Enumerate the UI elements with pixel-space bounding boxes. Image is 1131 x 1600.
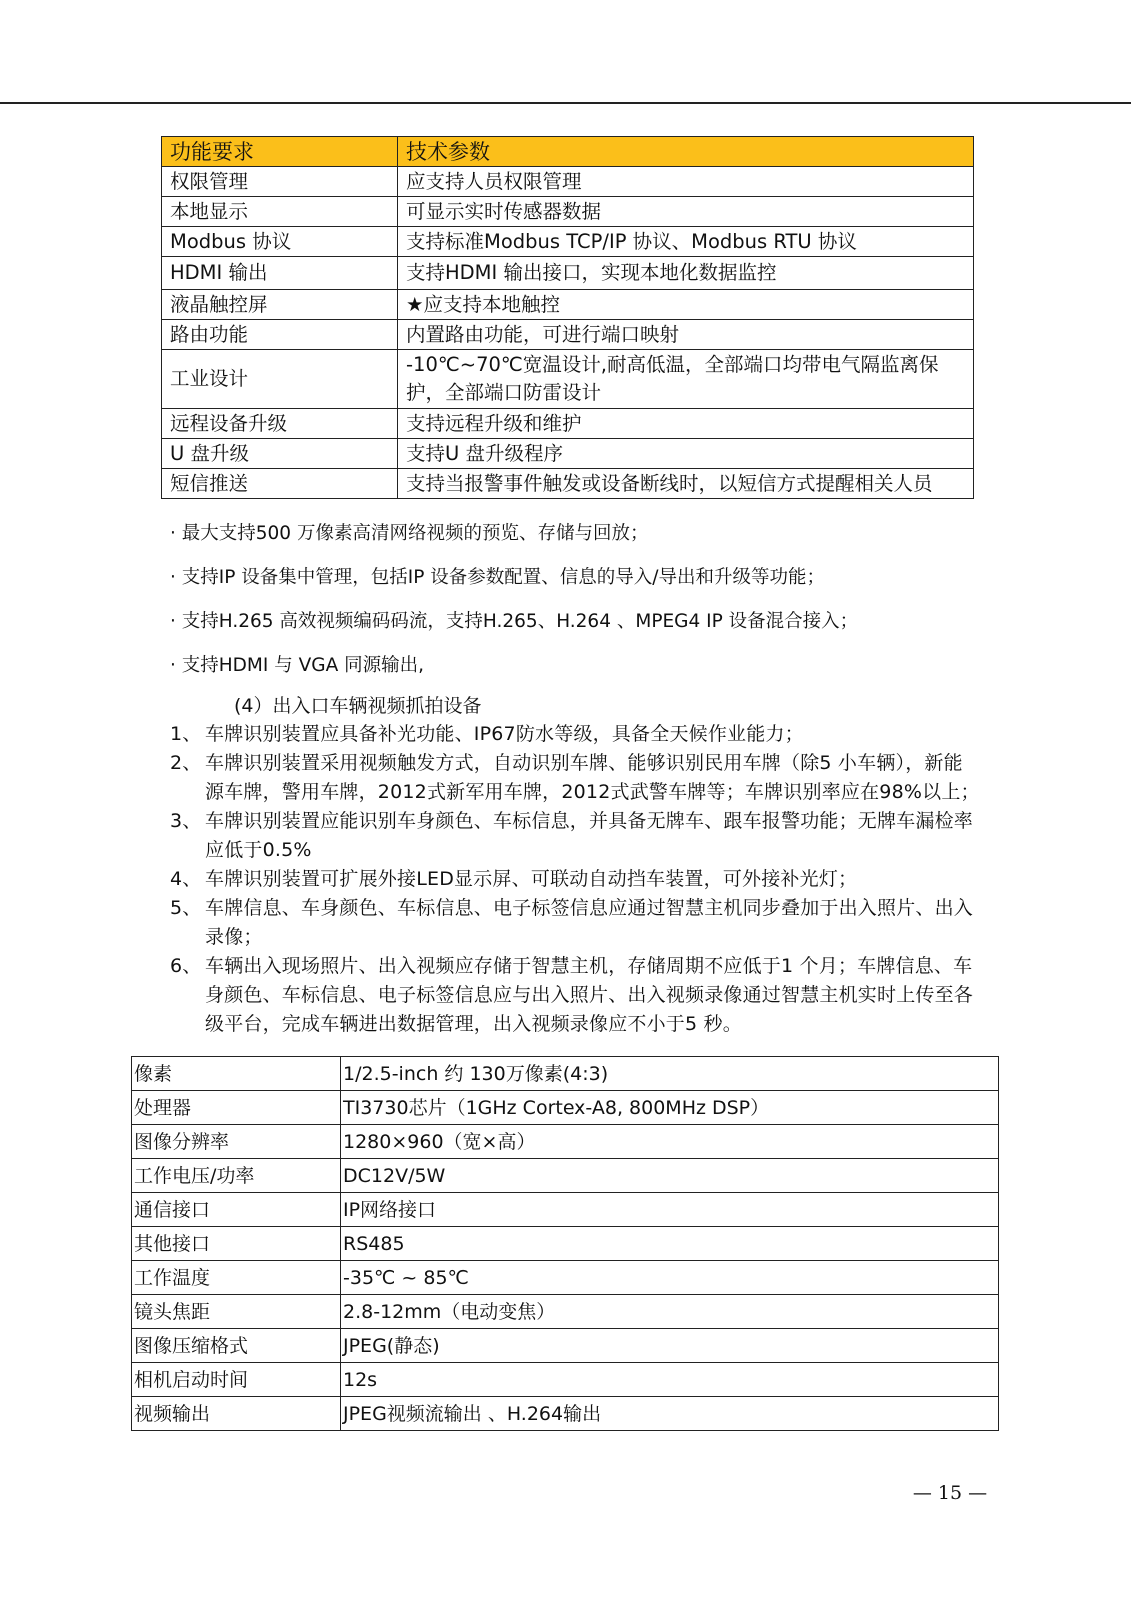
table-row (132, 1261, 999, 1295)
table-row (162, 409, 974, 439)
table-row (162, 197, 974, 227)
table-row (162, 469, 974, 499)
item-text: 车牌识别装置可扩展外接LED显示屏、可联动自动挡车装置，可外接补光灯； (205, 868, 858, 890)
spec-table (161, 136, 974, 499)
table-row (132, 1159, 999, 1193)
camera-spec-label: 镜头焦距 (132, 1295, 341, 1329)
spec-parameter-cell: 内置路由功能，可进行端口映射 (398, 320, 974, 350)
camera-spec-label: 其他接口 (132, 1227, 341, 1261)
item-text: 车牌信息、车身颜色、车标信息、电子标签信息应通过智慧主机同步叠加于出入照片、出入录像； (205, 897, 974, 948)
camera-spec-label: 像素 (132, 1057, 341, 1091)
table-row (132, 1125, 999, 1159)
spec-parameter-cell: -10℃~70℃宽温设计,耐高低温，全部端口均带电气隔监离保护，全部端口防雷设计 (398, 350, 974, 409)
spec-parameter-cell: 支持远程升级和维护 (398, 409, 974, 439)
camera-spec-label: 工作温度 (132, 1261, 341, 1295)
table-row (162, 350, 974, 409)
item-number: 3、 (170, 810, 202, 832)
item-text: 车牌识别装置采用视频触发方式，自动识别车牌、能够识别民用车牌（除5 小车辆），新能源车牌，警用车牌，2012式新军用车牌，2012式武警车牌等；车牌识别率应在98%以上； (205, 752, 980, 803)
spec-function-cell: 短信推送 (162, 469, 398, 499)
camera-spec-value: 2.8-12mm（电动变焦） (341, 1295, 999, 1329)
camera-spec-value: JPEG视频流输出 、H.264输出 (341, 1397, 999, 1431)
list-item (170, 952, 980, 1039)
spec-table-header-row (162, 137, 974, 167)
camera-spec-label: 通信接口 (132, 1193, 341, 1227)
item-number: 5、 (170, 897, 202, 919)
table-row (162, 227, 974, 257)
spec-function-cell: Modbus 协议 (162, 227, 398, 257)
spec-parameter-cell: ★应支持本地触控 (398, 290, 974, 320)
camera-spec-value: RS485 (341, 1227, 999, 1261)
spec-parameter-cell: 可显示实时传感器数据 (398, 197, 974, 227)
spec-parameter-cell: 支持U 盘升级程序 (398, 439, 974, 469)
spec-function-cell: 权限管理 (162, 167, 398, 197)
item-number: 4、 (170, 868, 202, 890)
table-row (132, 1329, 999, 1363)
camera-spec-value: 1/2.5-inch 约 130万像素(4:3) (341, 1057, 999, 1091)
camera-spec-value: TI3730芯片（1GHz Cortex-A8, 800MHz DSP） (341, 1091, 999, 1125)
list-item (170, 720, 980, 749)
list-item (170, 749, 980, 807)
camera-spec-label: 处理器 (132, 1091, 341, 1125)
camera-spec-value: 12s (341, 1363, 999, 1397)
spec-function-cell: 路由功能 (162, 320, 398, 350)
feature-bullet-list (170, 520, 970, 696)
header-rule (0, 102, 1131, 104)
page-number: — 15 — (912, 1482, 988, 1504)
spec-parameter-cell: 支持当报警事件触发或设备断线时，以短信方式提醒相关人员 (398, 469, 974, 499)
spec-function-cell: HDMI 输出 (162, 257, 398, 290)
list-item: · 支持IP 设备集中管理，包括IP 设备参数配置、信息的导入/导出和升级等功能； (170, 567, 825, 588)
camera-spec-label: 图像压缩格式 (132, 1329, 341, 1363)
table-row (132, 1193, 999, 1227)
spec-function-cell: U 盘升级 (162, 439, 398, 469)
section-heading: (4）出入口车辆视频抓拍设备 (234, 695, 482, 717)
table-row (162, 167, 974, 197)
spec-function-cell: 远程设备升级 (162, 409, 398, 439)
table-row (162, 290, 974, 320)
list-item: · 最大支持500 万像素高清网络视频的预览、存储与回放； (170, 523, 649, 544)
spec-parameter-cell: 支持标准Modbus TCP/IP 协议、Modbus RTU 协议 (398, 227, 974, 257)
camera-spec-label: 视频输出 (132, 1397, 341, 1431)
camera-spec-value: IP网络接口 (341, 1193, 999, 1227)
item-text: 车牌识别装置应能识别车身颜色、车标信息，并具备无牌车、跟车报警功能；无牌车漏检率应低于0.5% (205, 810, 974, 861)
item-text: 车牌识别装置应具备补光功能、IP67防水等级，具备全天候作业能力； (205, 723, 804, 745)
item-number: 1、 (170, 723, 202, 745)
table-row (162, 439, 974, 469)
camera-spec-value: -35℃ ~ 85℃ (341, 1261, 999, 1295)
camera-spec-label: 工作电压/功率 (132, 1159, 341, 1193)
list-item (170, 894, 980, 952)
spec-parameter-cell: 应支持人员权限管理 (398, 167, 974, 197)
camera-spec-label: 图像分辨率 (132, 1125, 341, 1159)
spec-header-parameter: 技术参数 (398, 137, 974, 167)
item-number: 2、 (170, 752, 202, 774)
spec-function-cell: 工业设计 (162, 350, 398, 409)
camera-spec-value: 1280×960（宽×高） (341, 1125, 999, 1159)
spec-header-function: 功能要求 (162, 137, 398, 167)
table-row (162, 320, 974, 350)
camera-spec-value: JPEG(静态) (341, 1329, 999, 1363)
table-row (132, 1397, 999, 1431)
list-item (170, 807, 980, 865)
item-text: 车辆出入现场照片、出入视频应存储于智慧主机，存储周期不应低于1 个月；车牌信息、车身颜色、车标信息、电子标签信息应与出入照片、出入视频录像通过智慧主机实时上传至各级平台，完成车辆进出数据管理，出入视频录像应不小于5 秒。 (205, 955, 974, 1035)
spec-parameter-cell: 支持HDMI 输出接口，实现本地化数据监控 (398, 257, 974, 290)
table-row (132, 1363, 999, 1397)
table-row (132, 1057, 999, 1091)
list-item: · 支持H.265 高效视频编码码流，支持H.265、H.264 、MPEG4 IP 设备混合接入； (170, 611, 859, 632)
spec-function-cell: 液晶触控屏 (162, 290, 398, 320)
table-row (162, 257, 974, 290)
camera-spec-label: 相机启动时间 (132, 1363, 341, 1397)
list-item (170, 865, 980, 894)
item-number: 6、 (170, 955, 202, 977)
table-row (132, 1227, 999, 1261)
requirement-list (170, 720, 980, 1039)
camera-spec-table (131, 1056, 999, 1431)
table-row (132, 1091, 999, 1125)
table-row (132, 1295, 999, 1329)
camera-spec-value: DC12V/5W (341, 1159, 999, 1193)
spec-function-cell: 本地显示 (162, 197, 398, 227)
list-item: · 支持HDMI 与 VGA 同源输出, (170, 655, 425, 676)
